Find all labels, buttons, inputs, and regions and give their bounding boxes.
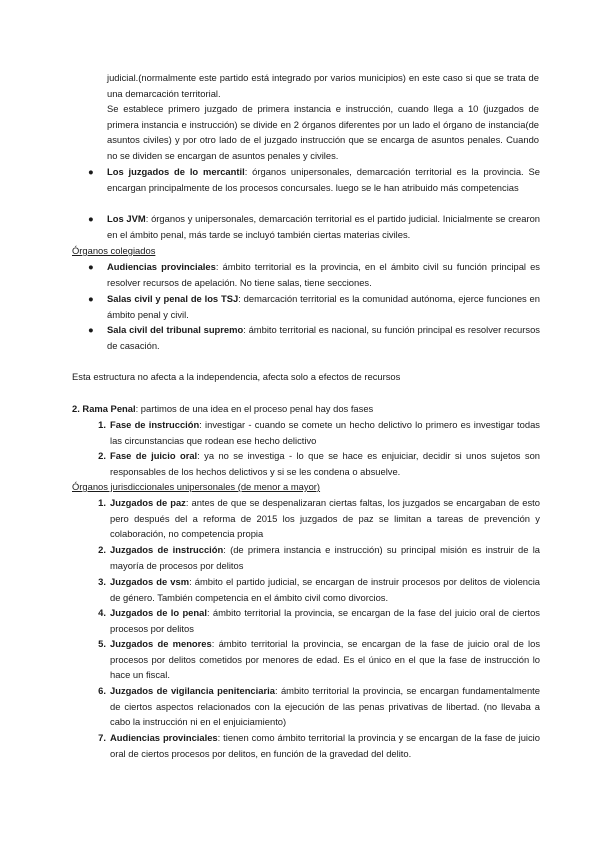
list-item bbox=[88, 683, 540, 730]
intro-paragraphs bbox=[107, 70, 539, 164]
item-text: : ámbito territorial la provincia, se encargan de la fase de juicio oral de los procesos por delitos cometidos por menores de edad. Es el único en el que la fase de instrucción lo hace un fiscal. bbox=[110, 638, 541, 681]
item-text: : ámbito territorial es la provincia, en el ámbito civil su función principal es resolver recursos de apelación. No tiene salas, tiene secciones. bbox=[107, 261, 540, 288]
item-text: : demarcación territorial es la comunidad autónoma, ejerce funciones en ámbito penal y civil. bbox=[107, 293, 540, 320]
list-item bbox=[88, 417, 540, 448]
unipersonales-heading: Órganos jurisdiccionales unipersonales (de menor a mayor) bbox=[72, 481, 321, 492]
list-item bbox=[88, 495, 540, 542]
item-text: : ya no se investiga - lo que se hace es enjuiciar, decidir si unos sujetos son responsables de los hechos delictivos y si se les condena o absuelve. bbox=[110, 450, 540, 477]
bullet-icon: ● bbox=[88, 324, 94, 335]
list-item bbox=[88, 211, 540, 242]
item-text: : antes de que se despenalizaran ciertas faltas, los juzgados se encargaban de esto pero después del a reforma de 2015 los juzgados de paz se limitan a tareas de prevención y colaboración, no competencia propia bbox=[110, 497, 540, 540]
list-item bbox=[88, 730, 540, 761]
item-text: : ámbito territorial la provincia, se encargan fundamentalmente de ciertos aspectos relacionados con la ejecución de las penas privativas de libertad. (no llevaba a cabo la instrucción ni en el enjuiciamiento) bbox=[110, 685, 540, 728]
bullet-icon: ● bbox=[88, 213, 94, 224]
bullet-icon: ● bbox=[88, 261, 94, 272]
item-text: : ámbito territorial es nacional, su función principal es resolver recursos de casación. bbox=[107, 324, 540, 351]
section-text: : partimos de una idea en el proceso penal hay dos fases bbox=[135, 403, 374, 414]
item-title: Juzgados de instrucción bbox=[110, 544, 224, 555]
item-number: 5. bbox=[98, 638, 106, 649]
item-text: : investigar - cuando se comete un hecho delictivo lo primero es investigar todas las circunstancias que rodean ese hecho delictivo bbox=[110, 419, 540, 446]
item-title: Audiencias provinciales bbox=[107, 261, 216, 272]
item-text: : tienen como ámbito territorial la provincia y se encargan de la fase de juicio oral de ciertos procesos por delitos, en función de la gravedad del delito. bbox=[110, 732, 540, 759]
item-number: 7. bbox=[98, 732, 106, 743]
item-text: : órganos y unipersonales, demarcación territorial es el partido judicial. Inicialmente se crearon en el ámbito penal, más tarde se incluyó también ciertas materias civiles. bbox=[107, 213, 540, 240]
item-title: Salas civil y penal de los TSJ bbox=[107, 293, 239, 304]
intro-paragraph-1: judicial.(normalmente este partido está integrado por varios municipios) en este caso si que se trata de una demarcación territorial. bbox=[107, 72, 539, 99]
rama-penal-heading bbox=[72, 401, 373, 417]
intro-paragraph-2: Se establece primero juzgado de primera instancia e instrucción, cuando llega a 10 (juzgados de primera instancia e instrucción) se divide en 2 órganos diferentes por un lado el órgano de instancia(de asuntos civiles) y por otro lado de el juzgado instrucción que se encarga de asuntos penales. Cuando no se dividen se encargan de asuntos penales y civiles. bbox=[107, 103, 539, 161]
list-item bbox=[88, 322, 540, 353]
list-item bbox=[88, 605, 540, 636]
list-item bbox=[88, 574, 540, 605]
item-number: 6. bbox=[98, 685, 106, 696]
item-title: Juzgados de menores bbox=[110, 638, 212, 649]
section-title: 2. Rama Penal bbox=[72, 403, 136, 414]
item-number: 4. bbox=[98, 607, 106, 618]
item-number: 1. bbox=[98, 497, 106, 508]
list-item bbox=[88, 259, 540, 290]
item-title: Los JVM bbox=[107, 213, 146, 224]
item-title: Juzgados de vigilancia penitenciaria bbox=[110, 685, 275, 696]
item-number: 1. bbox=[98, 419, 106, 430]
list-item bbox=[88, 291, 540, 322]
list-item bbox=[88, 636, 540, 683]
item-title: Fase de juicio oral bbox=[110, 450, 198, 461]
item-text: : (de primera instancia e instrucción) su principal misión es instruir de la mayoría de procesos por delitos bbox=[110, 544, 540, 571]
item-title: Sala civil del tribunal supremo bbox=[107, 324, 244, 335]
item-number: 2. bbox=[98, 450, 106, 461]
item-number: 2. bbox=[98, 544, 106, 555]
list-item bbox=[88, 164, 540, 195]
list-item bbox=[88, 448, 540, 479]
item-title: Audiencias provinciales bbox=[110, 732, 218, 743]
item-title: Juzgados de vsm bbox=[110, 576, 190, 587]
item-text: : órganos unipersonales, demarcación territorial es la provincia. Se encargan principalmente de los procesos concursales. luego se le han atribuido más competencias bbox=[107, 166, 540, 193]
item-text: : ámbito el partido judicial, se encargan de instruir procesos por delitos de violencia de género. También competencia en el ámbito civil como divorcios. bbox=[110, 576, 541, 603]
list-item bbox=[88, 542, 540, 573]
bullet-icon: ● bbox=[88, 166, 94, 177]
item-number: 3. bbox=[98, 576, 106, 587]
item-text: : ámbito territorial la provincia, se encargan de la fase del juicio oral de ciertos procesos por delitos bbox=[110, 607, 540, 634]
structure-note: Esta estructura no afecta a la independencia, afecta solo a efectos de recursos bbox=[72, 371, 401, 382]
item-title: Los juzgados de lo mercantil bbox=[107, 166, 245, 177]
item-title: Juzgados de lo penal bbox=[110, 607, 207, 618]
item-title: Juzgados de paz bbox=[110, 497, 186, 508]
colegiados-heading: Órganos colegiados bbox=[72, 245, 156, 256]
item-title: Fase de instrucción bbox=[110, 419, 200, 430]
bullet-icon: ● bbox=[88, 293, 94, 304]
